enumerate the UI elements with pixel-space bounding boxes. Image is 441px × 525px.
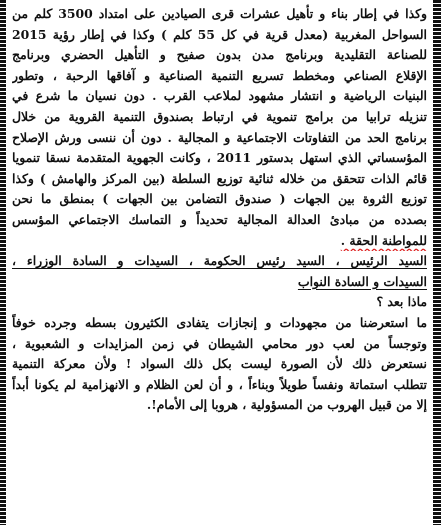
paragraph-line: تتطلب استماتة ونفساً طويلاً وبناءاً ، و أن لعن الظلام و الانهزامية لم يكونا أبداً bbox=[12, 376, 427, 392]
paragraph-line-text: للمواطنة الحقة . bbox=[340, 232, 427, 248]
address-line: السيد الرئيس ، السيد رئيس الحكومة ، السيدات و السادة الوزراء ، bbox=[12, 253, 427, 269]
paragraph-line: للصناعة التقليدية وبرنامج مدن بدون صفيح و التأهيل الحضري وبرنامج bbox=[12, 47, 427, 63]
document-body bbox=[12, 4, 427, 416]
address-line bbox=[12, 272, 427, 293]
paragraph-line: بصدده من مبادئ العدالة المجالية تحديداً و التماسك الاجتماعي المؤسس bbox=[12, 211, 427, 227]
address-line-text: السيدات و السادة النواب bbox=[297, 273, 427, 289]
paragraph-line: برنامج الحد من التفاوتات الاجتماعية و المجالية . دون أن ننسى ورش الإصلاح bbox=[12, 129, 427, 145]
paragraph-line: وتوجساً من لعب دور محامي الشيطان في زمن المزايدات و الشعبوية ، bbox=[12, 335, 427, 351]
page-border-left bbox=[0, 0, 6, 525]
paragraph-line: توزيع الثروة بين الجهات ( صندوق التضامن بين الجهات ) بمنطق ما نحن bbox=[12, 191, 427, 207]
paragraph-line: السواحل المغربية (معدل قرية في كل 55 كلم ) وكذا في إطار رؤية 2015 bbox=[12, 26, 427, 42]
paragraph-line: المؤسساتي الذي استهل بدستور 2011 ، وكانت الجهوية المتقدمة نسقا تنمويا bbox=[12, 150, 427, 166]
paragraph-line: الإقلاع الصناعي ومخطط تسريع التنمية الصناعية و آفاقها الرحبة ، وتطور bbox=[12, 67, 427, 83]
question-line: ماذا بعد ؟ bbox=[376, 294, 427, 310]
paragraph-line: إلا من قبيل الهروب من المسؤولية ، هروبا إلى الأمام!. bbox=[146, 397, 427, 413]
paragraph-line: وكذا في إطار بناء و تأهيل عشرات قرى الصيادين على امتداد 3500 كلم من bbox=[12, 6, 427, 21]
paragraph-line: ما استعرضنا من مجهودات و إنجازات يتفادى الكثيرون بسطه وجرده خوفاً bbox=[12, 314, 427, 330]
page-border-right bbox=[433, 0, 441, 525]
paragraph-line bbox=[12, 231, 427, 252]
paragraph-line: البنيات الرياضية و انتشار مشهود لملاعب القرب . دون نسيان ما شرع في bbox=[12, 88, 427, 104]
paragraph-line: نستعرض ذلك لأن الصورة ليست بكل ذلك السواد ! ولأن معركة التنمية bbox=[12, 356, 427, 372]
paragraph-line: قائم الذات تتحقق من خلاله ثنائية توزيع السلطة (بين المركز والهامش ) وكذا bbox=[12, 170, 427, 186]
paragraph-line: تنزيله ترابيا من برامج تنموية في ارتباط بصندوق التنمية القروية من خلال bbox=[12, 108, 427, 124]
